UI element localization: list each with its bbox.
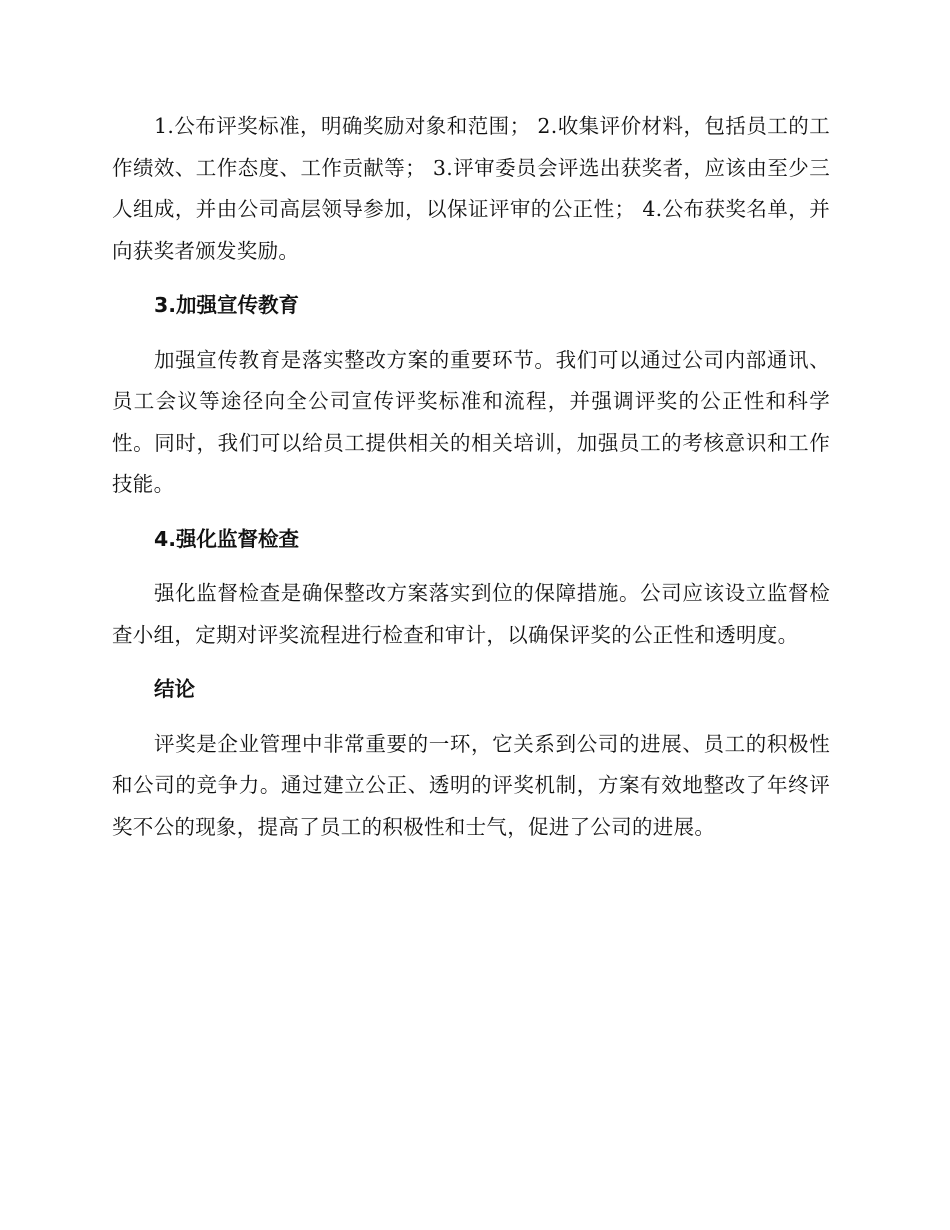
award-procedure-paragraph: 1.公布评奖标准，明确奖励对象和范围； 2.收集评价材料，包括员工的工作绩效、工作态度、工作贡献等； 3.评审委员会评选出获奖者，应该由至少三人组成，并由公司高层领导参加，以保证评审的公正性； 4.公布获奖名单，并向获奖者颁发奖励。 — [112, 114, 830, 263]
section-heading-supervision: 4.强化监督检查 — [154, 526, 300, 551]
spacer — [112, 711, 830, 724]
document-page — [112, 106, 830, 848]
spacer — [112, 560, 830, 573]
section-heading-publicity: 3.加强宣传教育 — [154, 293, 300, 317]
publicity-paragraph: 加强宣传教育是落实整改方案的重要环节。我们可以通过公司内部通讯、员工会议等途径向全公司宣传评奖标准和流程，并强调评奖的公正性和科学性。同时，我们可以给员工提供相关的相关培训，加强员工的考核意识和工作技能。 — [112, 347, 830, 496]
spacer — [112, 656, 830, 669]
spacer — [112, 327, 830, 340]
spacer — [112, 506, 830, 519]
supervision-paragraph: 强化监督检查是确保整改方案落实到位的保障措施。公司应该设立监督检查小组，定期对评奖流程进行检查和审计，以确保评奖的公正性和透明度。 — [112, 581, 830, 647]
conclusion-paragraph: 评奖是企业管理中非常重要的一环，它关系到公司的进展、员工的积极性和公司的竞争力。通过建立公正、透明的评奖机制，方案有效地整改了年终评奖不公的现象，提高了员工的积极性和士气，促进了公司的进展。 — [112, 731, 830, 839]
section-heading-conclusion: 结论 — [154, 677, 195, 701]
spacer — [112, 272, 830, 285]
